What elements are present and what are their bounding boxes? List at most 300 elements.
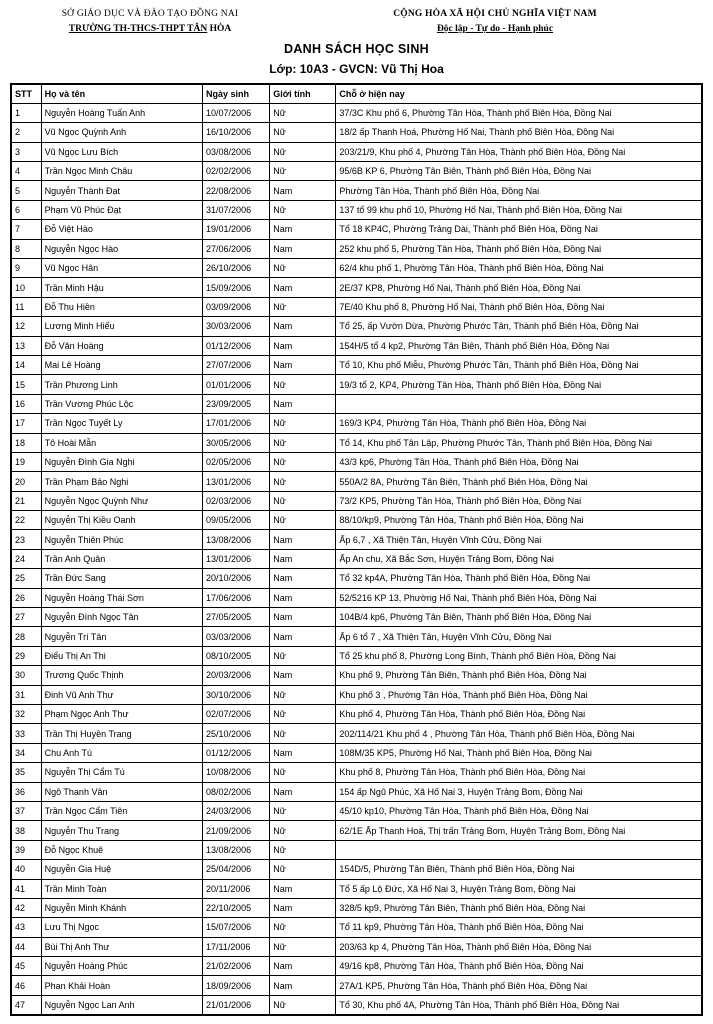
cell-name: Đỗ Ngọc Khuê xyxy=(41,840,202,859)
cell-gender: Nam xyxy=(270,239,336,258)
cell-name: Vũ Ngọc Lưu Bích xyxy=(41,142,202,161)
cell-address: 43/3 kp6, Phường Tân Hòa, Thành phố Biên Hòa, Đồng Nai xyxy=(336,452,702,471)
cell-address: 154H/5 tổ 4 kp2, Phường Tân Biên, Thành phố Biên Hòa, Đồng Nai xyxy=(336,336,702,355)
cell-address: 27A/1 KP5, Phường Tân Hòa, Thành phố Biên Hòa, Đồng Nai xyxy=(336,976,702,995)
cell-gender: Nữ xyxy=(270,918,336,937)
cell-gender: Nam xyxy=(270,957,336,976)
cell-gender: Nữ xyxy=(270,491,336,510)
cell-gender: Nữ xyxy=(270,646,336,665)
cell-stt: 39 xyxy=(11,840,41,859)
cell-name: Nguyễn Gia Huệ xyxy=(41,860,202,879)
cell-stt: 4 xyxy=(11,162,41,181)
table-row xyxy=(11,162,702,181)
cell-gender: Nữ xyxy=(270,433,336,452)
cell-dob: 01/01/2006 xyxy=(203,375,270,394)
cell-address xyxy=(336,394,702,413)
cell-name: Nguyễn Đình Gia Nghi xyxy=(41,452,202,471)
cell-stt: 5 xyxy=(11,181,41,200)
cell-gender: Nam xyxy=(270,181,336,200)
school-name-underlined: TRƯỜNG TH-THCS-THPT TÂN xyxy=(68,24,208,34)
cell-dob: 16/10/2006 xyxy=(203,123,270,142)
cell-dob: 27/05/2005 xyxy=(203,608,270,627)
cell-stt: 23 xyxy=(11,530,41,549)
table-row xyxy=(11,724,702,743)
cell-dob: 24/03/2006 xyxy=(203,801,270,820)
cell-dob: 10/08/2006 xyxy=(203,763,270,782)
cell-name: Trần Minh Hậu xyxy=(41,278,202,297)
cell-gender: Nữ xyxy=(270,123,336,142)
cell-stt: 31 xyxy=(11,685,41,704)
cell-name: Nguyễn Ngọc Lan Anh xyxy=(41,995,202,1014)
cell-dob: 22/08/2006 xyxy=(203,181,270,200)
cell-address: 108M/35 KP5, Phường Hố Nai, Thành phố Biên Hòa, Đồng Nai xyxy=(336,743,702,762)
cell-address: Tổ 32 kp4A, Phường Tân Hòa, Thành phố Biên Hòa, Đồng Nai xyxy=(336,569,702,588)
table-row xyxy=(11,860,702,879)
cell-dob: 01/12/2006 xyxy=(203,336,270,355)
table-row xyxy=(11,763,702,782)
cell-dob: 03/09/2006 xyxy=(203,297,270,316)
cell-gender: Nam xyxy=(270,879,336,898)
cell-stt: 34 xyxy=(11,743,41,762)
cell-stt: 1 xyxy=(11,103,41,122)
cell-gender: Nam xyxy=(270,743,336,762)
cell-address: 45/10 kp10, Phường Tân Hòa, Thành phố Biên Hòa, Đồng Nai xyxy=(336,801,702,820)
table-row xyxy=(11,336,702,355)
column-header-stt: STT xyxy=(11,84,41,103)
table-row xyxy=(11,801,702,820)
cell-address: 2E/37 KP8, Phường Hố Nai, Thành phố Biên Hòa, Đồng Nai xyxy=(336,278,702,297)
cell-dob: 13/01/2006 xyxy=(203,472,270,491)
cell-name: Nguyễn Thị Cẩm Tú xyxy=(41,763,202,782)
cell-dob: 22/10/2005 xyxy=(203,898,270,917)
column-header-gender: Giới tính xyxy=(270,84,336,103)
cell-name: Vũ Ngọc Quỳnh Anh xyxy=(41,123,202,142)
cell-dob: 02/07/2006 xyxy=(203,705,270,724)
cell-name: Trần Anh Quân xyxy=(41,549,202,568)
table-row xyxy=(11,511,702,530)
cell-address: Ấp 6,7 , Xã Thiện Tân, Huyện Vĩnh Cửu, Đồng Nai xyxy=(336,530,702,549)
cell-stt: 47 xyxy=(11,995,41,1014)
table-row xyxy=(11,433,702,452)
cell-name: Trương Quốc Thịnh xyxy=(41,666,202,685)
cell-address: Tổ 14, Khu phố Tân Lập, Phường Phước Tân, Thành phố Biên Hòa, Đồng Nai xyxy=(336,433,702,452)
cell-stt: 41 xyxy=(11,879,41,898)
cell-name: Lưu Thị Ngọc xyxy=(41,918,202,937)
cell-name: Nguyễn Thị Kiều Oanh xyxy=(41,511,202,530)
table-row xyxy=(11,530,702,549)
cell-stt: 35 xyxy=(11,763,41,782)
cell-name: Trần Minh Toàn xyxy=(41,879,202,898)
cell-address: Ấp An chu, Xã Bắc Sơn, Huyện Trảng Bom, Đồng Nai xyxy=(336,549,702,568)
cell-name: Nguyễn Ngọc Quỳnh Như xyxy=(41,491,202,510)
school-name-rest: HÒA xyxy=(207,24,232,34)
cell-gender: Nam xyxy=(270,336,336,355)
cell-address: Phường Tân Hòa, Thành phố Biên Hòa, Đồng Nai xyxy=(336,181,702,200)
cell-stt: 44 xyxy=(11,937,41,956)
cell-stt: 11 xyxy=(11,297,41,316)
cell-gender: Nam xyxy=(270,976,336,995)
cell-stt: 28 xyxy=(11,627,41,646)
table-row xyxy=(11,840,702,859)
cell-address: 18/2 ấp Thanh Hoá, Phường Hố Nai, Thành phố Biên Hòa, Đồng Nai xyxy=(336,123,702,142)
table-row xyxy=(11,588,702,607)
cell-dob: 02/03/2006 xyxy=(203,491,270,510)
cell-stt: 2 xyxy=(11,123,41,142)
cell-dob: 23/09/2005 xyxy=(203,394,270,413)
cell-gender: Nam xyxy=(270,394,336,413)
cell-name: Đỗ Văn Hoàng xyxy=(41,336,202,355)
cell-stt: 37 xyxy=(11,801,41,820)
cell-name: Trần Vương Phúc Lộc xyxy=(41,394,202,413)
cell-dob: 18/09/2006 xyxy=(203,976,270,995)
cell-gender: Nam xyxy=(270,666,336,685)
table-row xyxy=(11,239,702,258)
cell-address: 52/5216 KP 13, Phường Hố Nai, Thành phố Biên Hòa, Đồng Nai xyxy=(336,588,702,607)
cell-stt: 7 xyxy=(11,220,41,239)
cell-address: Tổ 25 khu phố 8, Phường Long Bình, Thành phố Biên Hòa, Đồng Nai xyxy=(336,646,702,665)
table-row xyxy=(11,103,702,122)
cell-gender: Nam xyxy=(270,569,336,588)
cell-name: Nguyễn Trí Tân xyxy=(41,627,202,646)
cell-address: Khu phố 9, Phường Tân Biên, Thành phố Biên Hòa, Đồng Nai xyxy=(336,666,702,685)
cell-dob: 15/09/2006 xyxy=(203,278,270,297)
national-header-block xyxy=(300,9,690,34)
cell-dob: 20/03/2006 xyxy=(203,666,270,685)
cell-gender: Nữ xyxy=(270,763,336,782)
cell-address: Tổ 18 KP4C, Phường Trảng Dài, Thành phố Biên Hòa, Đồng Nai xyxy=(336,220,702,239)
cell-dob: 13/01/2006 xyxy=(203,549,270,568)
table-row xyxy=(11,317,702,336)
cell-name: Đỗ Thu Hiền xyxy=(41,297,202,316)
cell-stt: 36 xyxy=(11,782,41,801)
cell-gender: Nữ xyxy=(270,840,336,859)
cell-address: Khu phố 3 , Phường Tân Hòa, Thành phố Biên Hòa, Đồng Nai xyxy=(336,685,702,704)
cell-address: 137 tổ 99 khu phố 10, Phường Hố Nai, Thành phố Biên Hòa, Đồng Nai xyxy=(336,200,702,219)
cell-dob: 15/07/2006 xyxy=(203,918,270,937)
cell-dob: 17/01/2006 xyxy=(203,414,270,433)
cell-address: 49/16 kp8, Phường Tân Hòa, Thành phố Biên Hòa, Đồng Nai xyxy=(336,957,702,976)
cell-dob: 01/12/2006 xyxy=(203,743,270,762)
cell-address: 154 ấp Ngũ Phúc, Xã Hố Nai 3, Huyện Trảng Bom, Đồng Nai xyxy=(336,782,702,801)
cell-gender: Nam xyxy=(270,278,336,297)
cell-dob: 25/10/2006 xyxy=(203,724,270,743)
cell-gender: Nữ xyxy=(270,937,336,956)
table-row xyxy=(11,569,702,588)
cell-address: 62/1E Ấp Thanh Hoá, Thị trấn Trảng Bom, Huyện Trảng Bom, Đồng Nai xyxy=(336,821,702,840)
cell-gender: Nữ xyxy=(270,821,336,840)
table-row xyxy=(11,646,702,665)
cell-gender: Nữ xyxy=(270,142,336,161)
cell-gender: Nữ xyxy=(270,452,336,471)
table-row xyxy=(11,375,702,394)
cell-address: Khu phố 8, Phường Tân Hòa, Thành phố Biên Hòa, Đồng Nai xyxy=(336,763,702,782)
table-row xyxy=(11,976,702,995)
cell-address: 104B/4 kp6, Phường Tân Biên, Thành phố Biên Hòa, Đồng Nai xyxy=(336,608,702,627)
cell-address: 88/10/kp9, Phường Tân Hòa, Thành phố Biên Hòa, Đồng Nai xyxy=(336,511,702,530)
table-row xyxy=(11,491,702,510)
table-row xyxy=(11,472,702,491)
cell-name: Đỗ Việt Hào xyxy=(41,220,202,239)
cell-name: Trần Phương Linh xyxy=(41,375,202,394)
table-row xyxy=(11,879,702,898)
cell-stt: 8 xyxy=(11,239,41,258)
cell-name: Trần Phạm Bảo Nghi xyxy=(41,472,202,491)
cell-address: 203/21/9, Khu phố 4, Phường Tân Hòa, Thành phố Biên Hòa, Đồng Nai xyxy=(336,142,702,161)
cell-stt: 24 xyxy=(11,549,41,568)
cell-gender: Nam xyxy=(270,530,336,549)
column-header-address: Chỗ ở hiện nay xyxy=(336,84,702,103)
cell-gender: Nữ xyxy=(270,685,336,704)
cell-stt: 21 xyxy=(11,491,41,510)
cell-address: 7E/40 Khu phố 8, Phường Hố Nai, Thành phố Biên Hòa, Đồng Nai xyxy=(336,297,702,316)
cell-stt: 22 xyxy=(11,511,41,530)
table-row xyxy=(11,181,702,200)
cell-name: Vũ Ngọc Hân xyxy=(41,259,202,278)
table-row xyxy=(11,821,702,840)
cell-stt: 32 xyxy=(11,705,41,724)
cell-address: 550A/2 8A, Phường Tân Biên, Thành phố Biên Hòa, Đồng Nai xyxy=(336,472,702,491)
table-row xyxy=(11,355,702,374)
cell-dob: 31/07/2006 xyxy=(203,200,270,219)
cell-gender: Nữ xyxy=(270,860,336,879)
cell-gender: Nữ xyxy=(270,259,336,278)
cell-dob: 02/05/2006 xyxy=(203,452,270,471)
cell-gender: Nữ xyxy=(270,297,336,316)
cell-gender: Nam xyxy=(270,220,336,239)
table-row xyxy=(11,414,702,433)
cell-name: Nguyễn Minh Khánh xyxy=(41,898,202,917)
cell-name: Tô Hoài Mẫn xyxy=(41,433,202,452)
cell-address: 37/3C Khu phố 6, Phường Tân Hòa, Thành phố Biên Hòa, Đồng Nai xyxy=(336,103,702,122)
student-table-body xyxy=(11,103,702,1014)
cell-stt: 27 xyxy=(11,608,41,627)
cell-gender: Nữ xyxy=(270,511,336,530)
cell-name: Điểu Thị An Thi xyxy=(41,646,202,665)
cell-address: 154D/5, Phường Tân Biên, Thành phố Biên Hòa, Đồng Nai xyxy=(336,860,702,879)
cell-stt: 42 xyxy=(11,898,41,917)
cell-gender: Nữ xyxy=(270,414,336,433)
cell-name: Trần Thị Huyền Trang xyxy=(41,724,202,743)
cell-name: Trần Đức Sang xyxy=(41,569,202,588)
table-row xyxy=(11,937,702,956)
cell-dob: 13/08/2006 xyxy=(203,530,270,549)
cell-dob: 20/11/2006 xyxy=(203,879,270,898)
cell-address: 95/6B KP 6, Phường Tân Biên, Thành phố Biên Hòa, Đồng Nai xyxy=(336,162,702,181)
cell-stt: 45 xyxy=(11,957,41,976)
cell-stt: 9 xyxy=(11,259,41,278)
cell-name: Trần Ngọc Minh Châu xyxy=(41,162,202,181)
table-row xyxy=(11,394,702,413)
cell-name: Nguyễn Hoàng Tuấn Anh xyxy=(41,103,202,122)
page-title: DANH SÁCH HỌC SINH xyxy=(284,42,429,56)
cell-name: Nguyễn Đình Ngọc Tân xyxy=(41,608,202,627)
cell-name: Trần Ngọc Cẩm Tiên xyxy=(41,801,202,820)
national-motto-line2: Độc lập - Tự do - Hạnh phúc xyxy=(436,24,554,34)
cell-address: Tổ 30, Khu phố 4A, Phường Tân Hòa, Thành phố Biên Hòa, Đồng Nai xyxy=(336,995,702,1014)
cell-stt: 38 xyxy=(11,821,41,840)
cell-gender: Nữ xyxy=(270,200,336,219)
table-row xyxy=(11,452,702,471)
cell-name: Phạm Vũ Phúc Đạt xyxy=(41,200,202,219)
table-row xyxy=(11,549,702,568)
table-row xyxy=(11,278,702,297)
cell-gender: Nữ xyxy=(270,375,336,394)
cell-gender: Nữ xyxy=(270,724,336,743)
cell-address: Khu phố 4, Phường Tân Hòa, Thành phố Biên Hòa, Đồng Nai xyxy=(336,705,702,724)
cell-address: Ấp 6 tổ 7 , Xã Thiện Tân, Huyện Vĩnh Cửu, Đồng Nai xyxy=(336,627,702,646)
cell-stt: 40 xyxy=(11,860,41,879)
cell-dob: 13/08/2006 xyxy=(203,840,270,859)
cell-stt: 17 xyxy=(11,414,41,433)
cell-dob: 21/09/2006 xyxy=(203,821,270,840)
cell-name: Nguyễn Hoàng Phúc xyxy=(41,957,202,976)
cell-stt: 25 xyxy=(11,569,41,588)
department-name: SỞ GIÁO DỤC VÀ ĐÀO TẠO ĐỒNG NAI xyxy=(61,9,239,19)
student-table xyxy=(10,83,703,1016)
table-row xyxy=(11,200,702,219)
cell-name: Nguyễn Thành Đạt xyxy=(41,181,202,200)
cell-gender: Nam xyxy=(270,608,336,627)
table-row xyxy=(11,705,702,724)
cell-dob: 17/11/2006 xyxy=(203,937,270,956)
cell-name: Ngô Thanh Vân xyxy=(41,782,202,801)
cell-dob: 30/10/2006 xyxy=(203,685,270,704)
cell-name: Đinh Vũ Anh Thư xyxy=(41,685,202,704)
cell-address: Tổ 10, Khu phố Miễu, Phường Phước Tân, Thành phố Biên Hòa, Đồng Nai xyxy=(336,355,702,374)
cell-gender: Nam xyxy=(270,627,336,646)
cell-name: Lương Minh Hiếu xyxy=(41,317,202,336)
table-row xyxy=(11,608,702,627)
cell-stt: 26 xyxy=(11,588,41,607)
table-row xyxy=(11,142,702,161)
cell-dob: 21/01/2006 xyxy=(203,995,270,1014)
cell-stt: 12 xyxy=(11,317,41,336)
table-row xyxy=(11,685,702,704)
cell-dob: 02/02/2006 xyxy=(203,162,270,181)
cell-address: Tổ 5 ấp Lộ Đức, Xã Hố Nai 3, Huyện Trảng Bom, Đồng Nai xyxy=(336,879,702,898)
cell-stt: 16 xyxy=(11,394,41,413)
cell-name: Bùi Thị Anh Thư xyxy=(41,937,202,956)
cell-address: 19/3 tổ 2, KP4, Phường Tân Hòa, Thành phố Biên Hòa, Đồng Nai xyxy=(336,375,702,394)
cell-address: 73/2 KP5, Phường Tân Hòa, Thành phố Biên Hòa, Đồng Nai xyxy=(336,491,702,510)
table-row xyxy=(11,918,702,937)
cell-dob: 30/03/2006 xyxy=(203,317,270,336)
column-header-dob: Ngày sinh xyxy=(203,84,270,103)
cell-gender: Nam xyxy=(270,549,336,568)
cell-dob: 08/10/2005 xyxy=(203,646,270,665)
cell-address: Tổ 11 kp9, Phường Tân Hòa, Thành phố Biên Hòa, Đồng Nai xyxy=(336,918,702,937)
cell-dob: 09/05/2006 xyxy=(203,511,270,530)
cell-stt: 13 xyxy=(11,336,41,355)
cell-name: Nguyễn Hoàng Thái Sơn xyxy=(41,588,202,607)
cell-stt: 3 xyxy=(11,142,41,161)
cell-dob: 21/02/2006 xyxy=(203,957,270,976)
table-row xyxy=(11,123,702,142)
cell-gender: Nam xyxy=(270,317,336,336)
cell-stt: 19 xyxy=(11,452,41,471)
cell-name: Trần Ngọc Tuyết Ly xyxy=(41,414,202,433)
cell-gender: Nữ xyxy=(270,801,336,820)
cell-stt: 30 xyxy=(11,666,41,685)
cell-dob: 27/06/2006 xyxy=(203,239,270,258)
cell-stt: 29 xyxy=(11,646,41,665)
cell-name: Chu Anh Tú xyxy=(41,743,202,762)
cell-stt: 20 xyxy=(11,472,41,491)
cell-dob: 30/05/2006 xyxy=(203,433,270,452)
table-row xyxy=(11,220,702,239)
cell-name: Nguyễn Thu Trang xyxy=(41,821,202,840)
cell-name: Phạm Ngọc Anh Thư xyxy=(41,705,202,724)
cell-gender: Nam xyxy=(270,782,336,801)
cell-stt: 15 xyxy=(11,375,41,394)
cell-dob: 08/02/2006 xyxy=(203,782,270,801)
cell-stt: 18 xyxy=(11,433,41,452)
table-row xyxy=(11,995,702,1014)
table-header-row xyxy=(11,84,702,103)
document-header xyxy=(0,0,713,34)
student-table-head xyxy=(11,84,702,103)
cell-name: Nguyễn Thiên Phúc xyxy=(41,530,202,549)
cell-stt: 33 xyxy=(11,724,41,743)
class-subtitle: Lớp: 10A3 - GVCN: Vũ Thị Hoa xyxy=(269,62,444,76)
table-row xyxy=(11,898,702,917)
column-header-name: Họ và tên xyxy=(41,84,202,103)
cell-name: Phan Khải Hoàn xyxy=(41,976,202,995)
cell-address: Tổ 25, ấp Vườn Dừa, Phường Phước Tân, Thành phố Biên Hòa, Đồng Nai xyxy=(336,317,702,336)
school-name xyxy=(0,24,300,34)
table-row xyxy=(11,666,702,685)
cell-name: Nguyễn Ngọc Hào xyxy=(41,239,202,258)
cell-dob: 03/08/2006 xyxy=(203,142,270,161)
cell-address: 169/3 KP4, Phường Tân Hòa, Thành phố Biên Hòa, Đồng Nai xyxy=(336,414,702,433)
cell-address xyxy=(336,840,702,859)
table-row xyxy=(11,259,702,278)
cell-address: 328/5 kp9, Phường Tân Biên, Thành phố Biên Hòa, Đồng Nai xyxy=(336,898,702,917)
cell-gender: Nữ xyxy=(270,995,336,1014)
cell-gender: Nam xyxy=(270,588,336,607)
table-row xyxy=(11,782,702,801)
cell-stt: 10 xyxy=(11,278,41,297)
cell-dob: 19/01/2006 xyxy=(203,220,270,239)
cell-stt: 6 xyxy=(11,200,41,219)
cell-stt: 43 xyxy=(11,918,41,937)
cell-dob: 17/06/2006 xyxy=(203,588,270,607)
table-row xyxy=(11,297,702,316)
table-row xyxy=(11,743,702,762)
national-motto-line1: CỘNG HÒA XÃ HỘI CHỦ NGHĨA VIỆT NAM xyxy=(393,9,597,19)
cell-dob: 26/10/2006 xyxy=(203,259,270,278)
cell-gender: Nữ xyxy=(270,162,336,181)
cell-name: Mai Lê Hoàng xyxy=(41,355,202,374)
table-row xyxy=(11,627,702,646)
cell-dob: 10/07/2006 xyxy=(203,103,270,122)
cell-stt: 14 xyxy=(11,355,41,374)
cell-dob: 03/03/2006 xyxy=(203,627,270,646)
cell-gender: Nữ xyxy=(270,103,336,122)
cell-gender: Nam xyxy=(270,355,336,374)
table-row xyxy=(11,957,702,976)
cell-gender: Nam xyxy=(270,898,336,917)
school-header-block xyxy=(0,9,300,34)
cell-stt: 46 xyxy=(11,976,41,995)
cell-dob: 20/10/2006 xyxy=(203,569,270,588)
cell-address: 252 khu phố 5, Phường Tân Hòa, Thành phố Biên Hòa, Đồng Nai xyxy=(336,239,702,258)
cell-gender: Nữ xyxy=(270,705,336,724)
cell-address: 202/114/21 Khu phố 4 , Phường Tân Hòa, Thành phố Biên Hòa, Đồng Nai xyxy=(336,724,702,743)
cell-dob: 25/04/2006 xyxy=(203,860,270,879)
cell-dob: 27/07/2006 xyxy=(203,355,270,374)
cell-gender: Nữ xyxy=(270,472,336,491)
